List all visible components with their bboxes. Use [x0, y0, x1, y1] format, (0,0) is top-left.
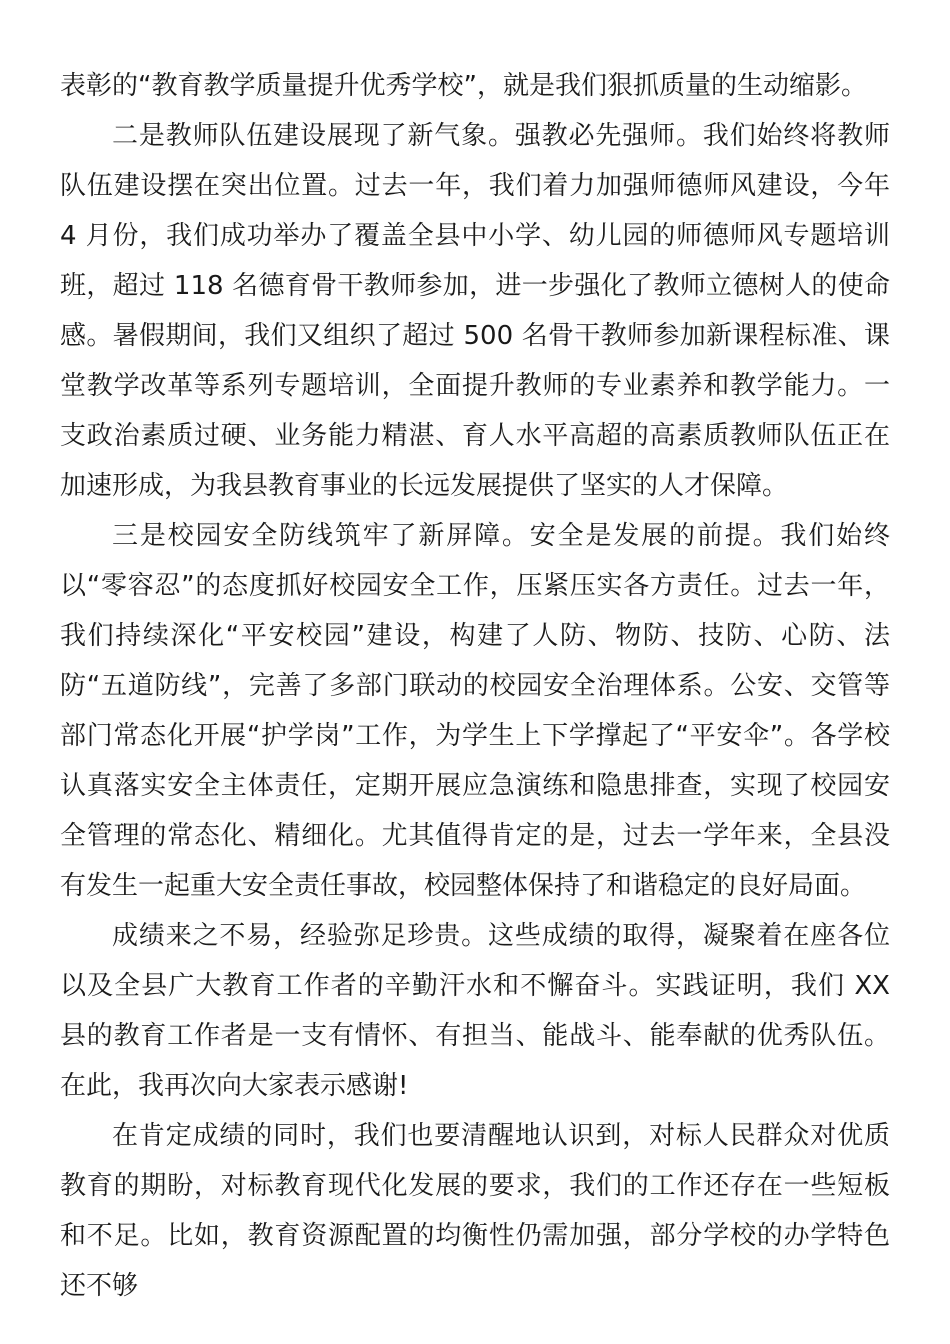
paragraph-shortcomings: 在肯定成绩的同时，我们也要清醒地认识到，对标人民群众对优质教育的期盼，对标教育现代化发展的要求，我们的工作还存在一些短板和不足。比如，教育资源配置的均衡性仍需加强，部分学校的办学特色还不够	[60, 1121, 890, 1301]
paragraph-campus-safety: 三是校园安全防线筑牢了新屏障。安全是发展的前提。我们始终以“零容忍”的态度抓好校园安全工作，压紧压实各方责任。过去一年，我们持续深化“平安校园”建设，构建了人防、物防、技防、心防、法防“五道防线”，完善了多部门联动的校园安全治理体系。公安、交管等部门常态化开展“护学岗”工作，为学生上下学撑起了“平安伞”。各学校认真落实安全主体责任，定期开展应急演练和隐患排查，实现了校园安全管理的常态化、精细化。尤其值得肯定的是，过去一学年来，全县没有发生一起重大安全责任事故，校园整体保持了和谐稳定的良好局面。	[60, 521, 890, 901]
paragraph-achievements-thanks: 成绩来之不易，经验弥足珍贵。这些成绩的取得，凝聚着在座各位以及全县广大教育工作者的辛勤汗水和不懈奋斗。实践证明，我们 XX 县的教育工作者是一支有情怀、有担当、能战斗、能奉献的优秀队伍。在此，我再次向大家表示感谢!	[60, 921, 890, 1101]
paragraph-teacher-team: 二是教师队伍建设展现了新气象。强教必先强师。我们始终将教师队伍建设摆在突出位置。过去一年，我们着力加强师德师风建设，今年 4 月份，我们成功举办了覆盖全县中小学、幼儿园的师德师风专题培训班，超过 118 名德育骨干教师参加，进一步强化了教师立德树人的使命感。暑假期间，我们又组织了超过 500 名骨干教师参加新课程标准、课堂教学改革等系列专题培训，全面提升教师的专业素养和教学能力。一支政治素质过硬、业务能力精湛、育人水平高超的高素质教师队伍正在加速形成，为我县教育事业的长远发展提供了坚实的人才保障。	[60, 121, 890, 501]
paragraph-continuation: 表彰的“教育教学质量提升优秀学校”，就是我们狠抓质量的生动缩影。	[60, 71, 867, 101]
